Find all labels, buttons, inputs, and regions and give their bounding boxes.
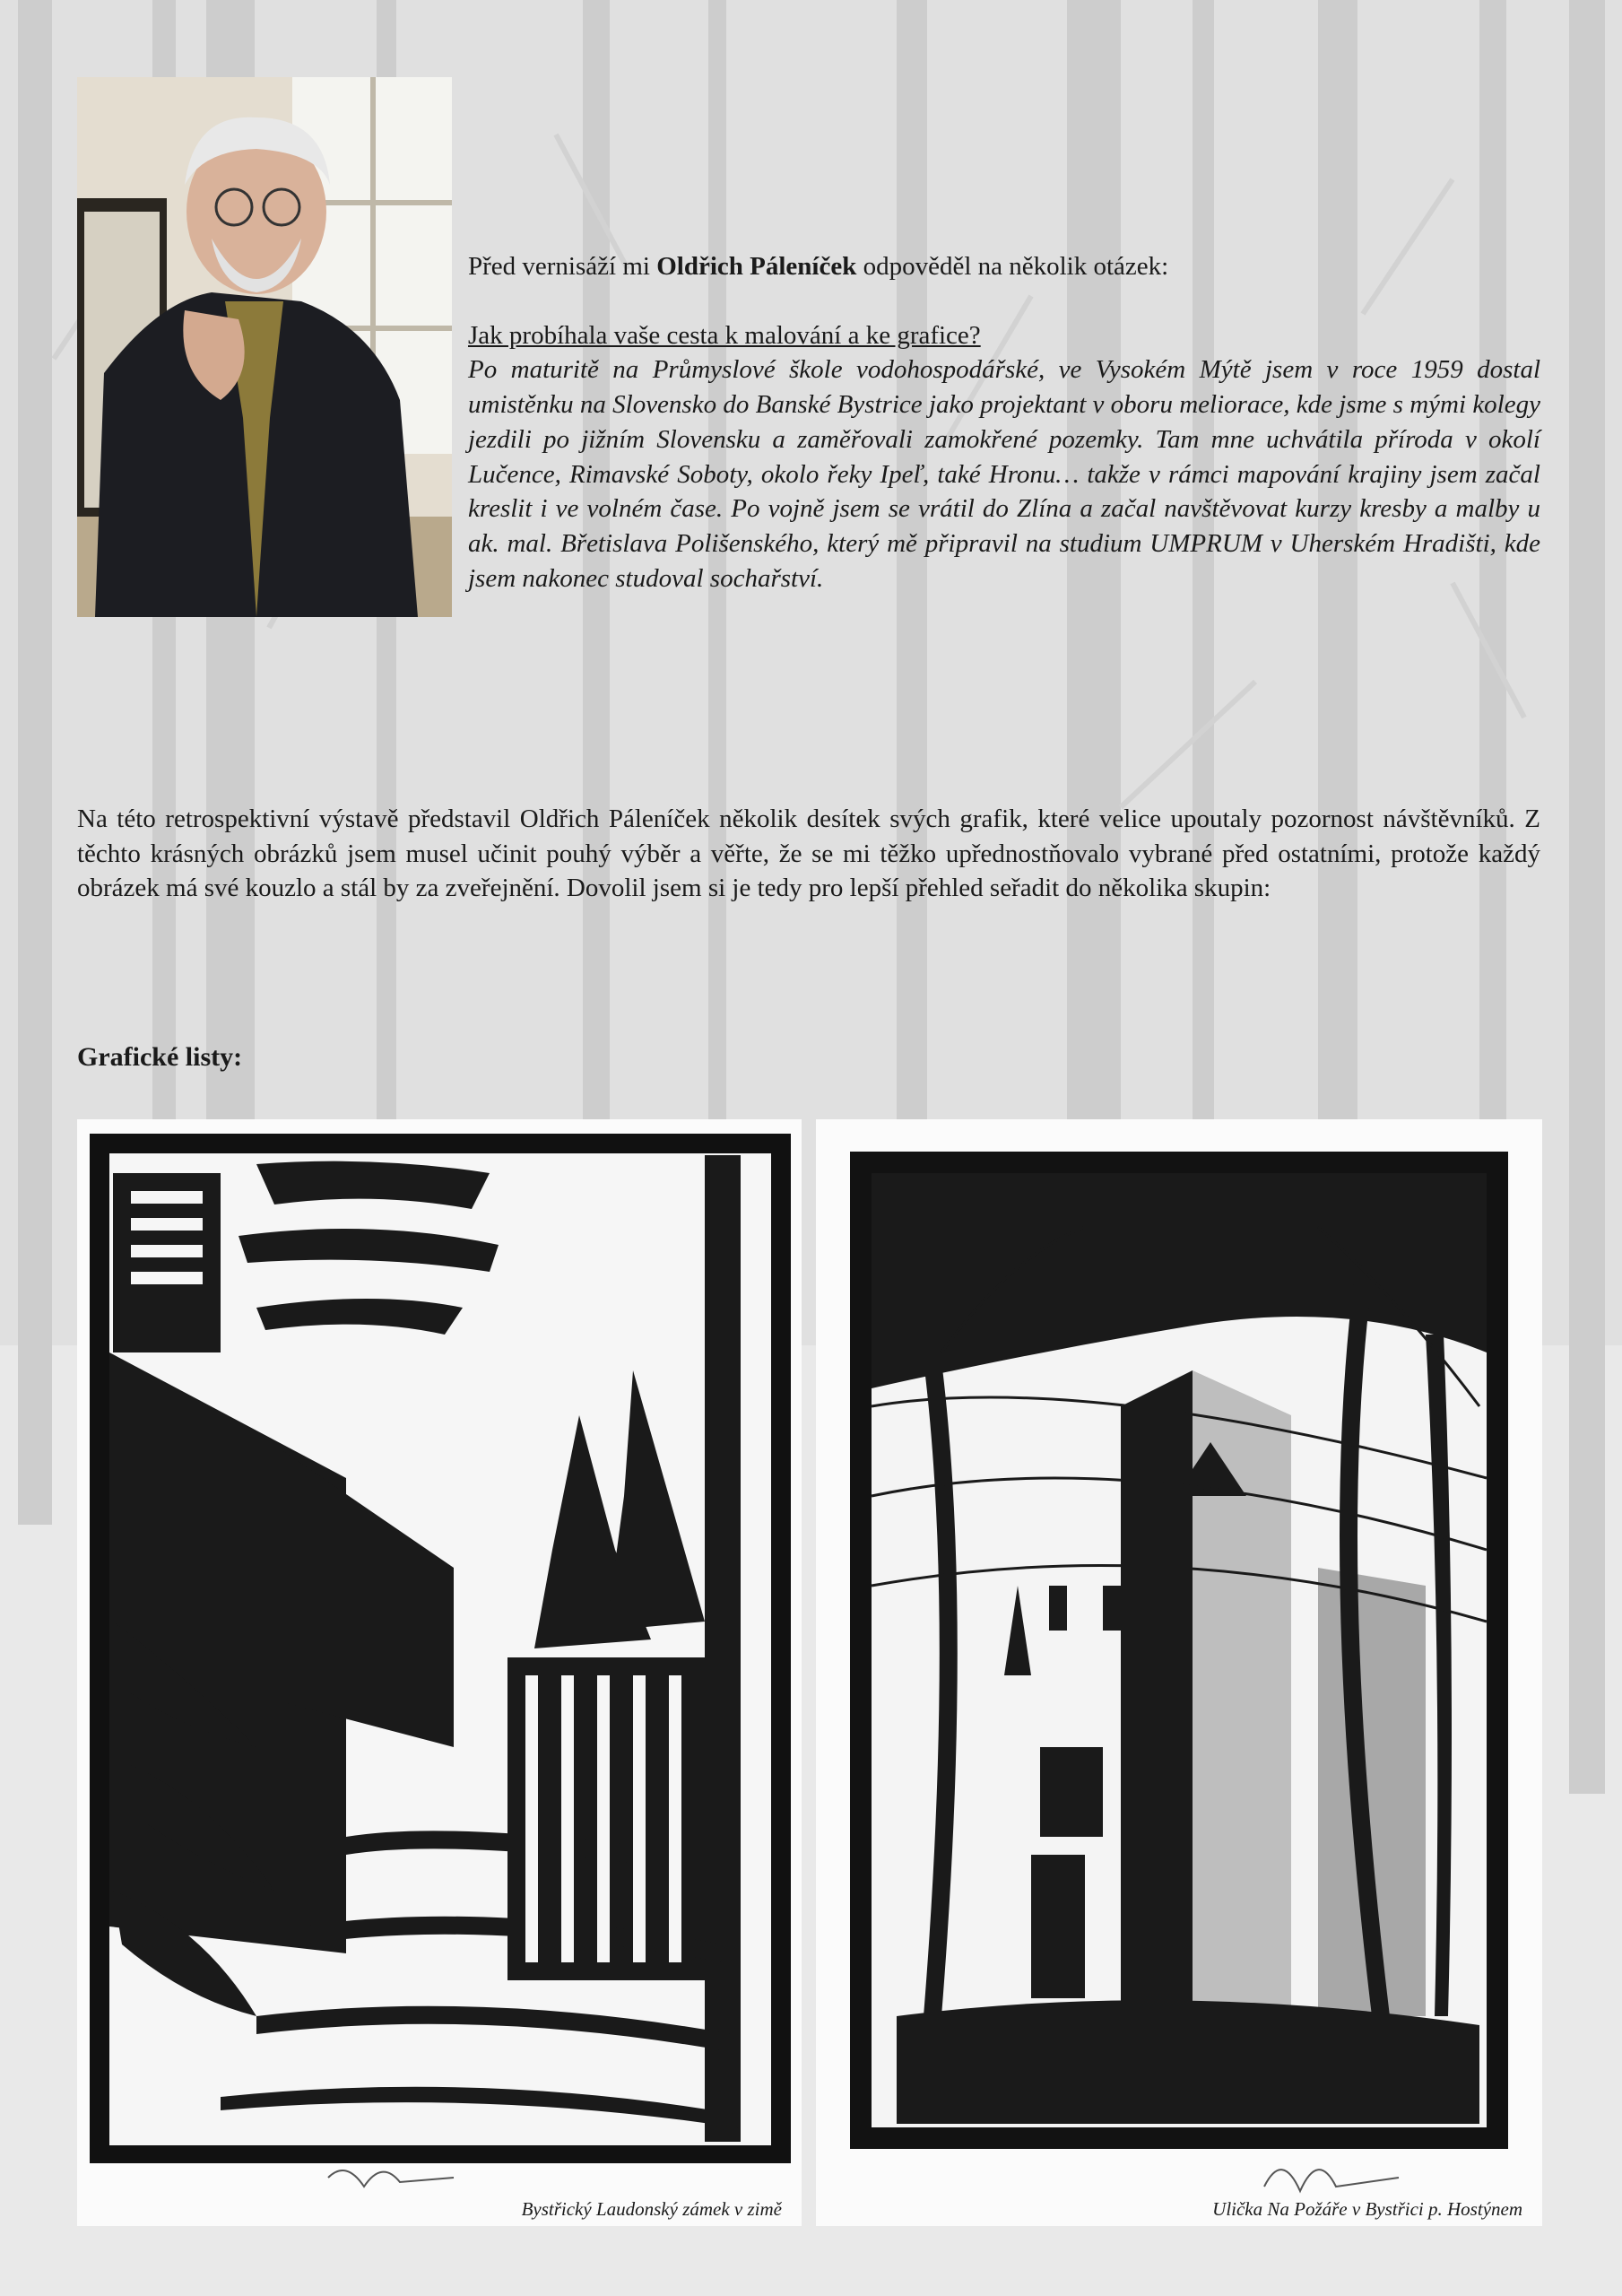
woodcut-castle-image [816,1119,1542,2226]
artist-name: Oldřich Páleníček [656,252,857,281]
interview-question: Jak probíhala vaše cesta k malování a ke grafice? [468,320,981,350]
print-caption: Ulička Na Požáře v Bystřici p. Hostýnem [1212,2198,1522,2220]
section-heading: Grafické listy: [77,1042,243,1072]
print-narrow-street [816,1119,1542,2226]
woodcut-street-image [77,1119,802,2226]
print-caption: Bystřický Laudonský zámek v zimě [521,2198,782,2220]
interview-intro [468,249,1540,596]
artist-portrait-photo [77,77,452,617]
print-laudon-castle [77,1119,802,2226]
intro-lead: Před vernisáží mi Oldřich Páleníček odpověděl na několik otázek: [468,252,1169,281]
exhibition-paragraph: Na této retrospektivní výstavě představil Oldřich Páleníček několik desítek svých grafik, které velice upoutaly pozornost návštěvníků. Z těchto krásných obrázků jsem musel učinit pouhý výběr a věřte, že se mi těžko upřednostňovalo vybrané před ostatními, protože každý obrázek má své kouzlo a stál by za zveřejnění. Dovolil jsem si je tedy pro lepší přehled seřadit do několika skupin: [77,804,1540,903]
interview-answer: Po maturitě na Průmyslové škole vodohospodářské, ve Vysokém Mýtě jsem v roce 1959 dostal umistěnku na Slovensko do Banské Bystrice jako projektant v oboru meliorace, kde jsme s mými kolegy jezdili po jižním Slovensku a zaměřovali zamokřené pozemky. Tam mne uchvátila příroda v okolí Lučence, Rimavské Soboty, okolo řeky Ipeľ, také Hronu… takže v rámci mapování krajiny jsem začal kreslit i ve volném čase. Po vojně jsem se vrátil do Zlína a začal navštěvovat kurzy kresby a malby u ak. mal. Břetislava Polišenského, který mě připravil na studium UMPRUM v Uherském Hradišti, kde jsem nakonec studoval sochařství. [468,355,1540,593]
